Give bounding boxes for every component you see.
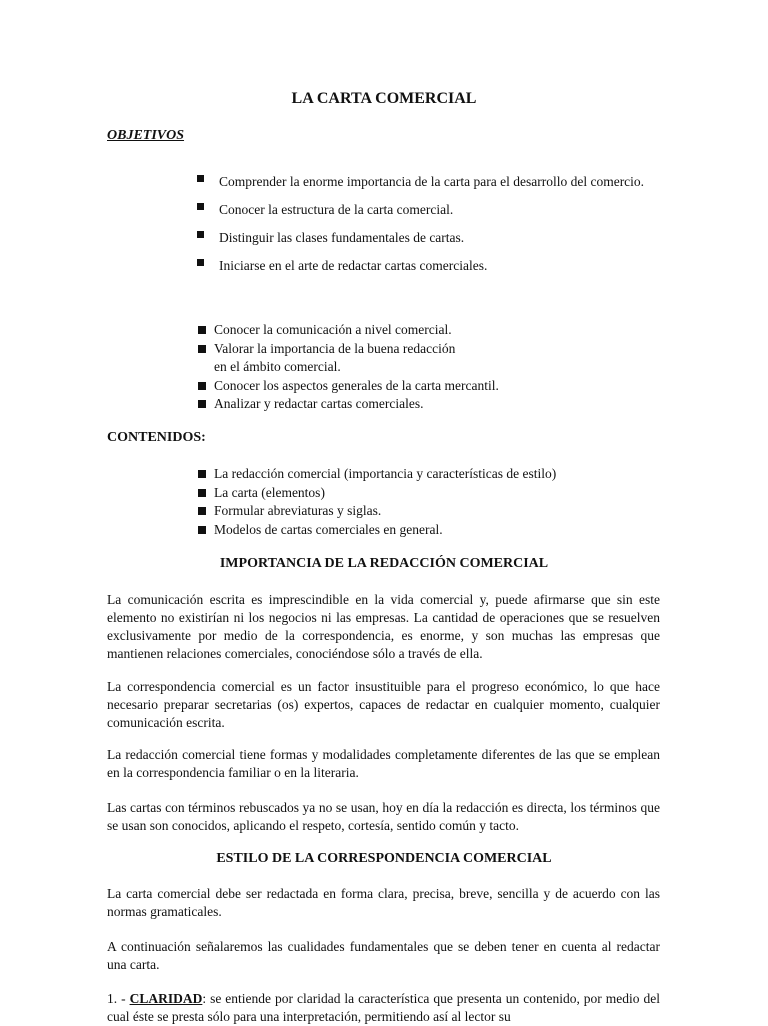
list-item	[198, 502, 658, 521]
section-title-estilo: ESTILO DE LA CORRESPONDENCIA COMERCIAL	[216, 851, 552, 866]
bullet-square-icon	[198, 470, 206, 478]
bullet-square-icon	[198, 382, 206, 390]
list-item	[196, 256, 646, 275]
list-item	[198, 395, 658, 414]
paragraph: La carta comercial debe ser redactada en forma clara, precisa, breve, sencilla y de acuerdo con las normas gramaticales.	[107, 886, 660, 919]
list-item-text: Distinguir las clases fundamentales de cartas.	[219, 230, 465, 245]
list-item	[196, 200, 646, 219]
list-item-text: Conocer la comunicación a nivel comercial.	[214, 322, 452, 337]
list-item-text: La carta (elementos)	[214, 484, 325, 500]
bullet-square-icon	[198, 400, 206, 408]
claridad-text: : se entiende por claridad la característica que presenta un contenido, por medio del cual éste se presta sólo para una interpretación, permitiendo así al lector su	[107, 991, 660, 1024]
list-item	[198, 377, 658, 396]
bullet-square-icon	[197, 203, 204, 210]
list-item	[196, 172, 646, 191]
list-item-text: Formular abreviaturas y siglas.	[214, 503, 382, 518]
list-item-text: Iniciarse en el arte de redactar cartas comerciales.	[219, 258, 488, 273]
paragraph: La redacción comercial tiene formas y modalidades completamente diferentes de las que se emplean en la correspondencia familiar o en la literaria.	[107, 747, 660, 780]
bullet-square-icon	[197, 175, 204, 182]
list-item-text: La redacción comercial (importancia y características de estilo)	[214, 466, 557, 481]
list-item-text: Modelos de cartas comerciales en general.	[214, 521, 443, 537]
bullet-square-icon	[198, 345, 206, 353]
bullet-square-icon	[198, 489, 206, 497]
claridad-label: CLARIDAD	[129, 991, 203, 1006]
list-item-text: Valorar la importancia de la buena redacción	[214, 340, 456, 356]
bullet-square-icon	[197, 259, 204, 266]
claridad-paragraph	[107, 990, 660, 1026]
list-item	[198, 465, 658, 484]
paragraph: A continuación señalaremos las cualidades fundamentales que se deben tener en cuenta al redactar una carta.	[107, 939, 660, 972]
list-item-text: Analizar y redactar cartas comerciales.	[214, 396, 424, 411]
contenidos-list	[198, 465, 658, 539]
paragraph: Las cartas con términos rebuscados ya no se usan, hoy en día la redacción es directa, los términos que se usan son conocidos, aplicando el respeto, cortesía, sentido común y tacto.	[107, 800, 660, 833]
list-item	[198, 484, 658, 503]
paragraph: La correspondencia comercial es un factor insustituible para el progreso económico, lo que hace necesario preparar secretarias (os) expertos, capaces de redactar en cualquier momento, cualquier comunicación escrita.	[107, 679, 660, 730]
list-item	[198, 321, 658, 340]
objetivos-heading: OBJETIVOS	[107, 128, 185, 143]
claridad-number: 1. -	[107, 991, 130, 1006]
section-title-importancia: IMPORTANCIA DE LA REDACCIÓN COMERCIAL	[219, 556, 549, 571]
paragraph: La comunicación escrita es imprescindible en la vida comercial y, puede afirmarse que sin este elemento no existirían ni los negocios ni las empresas. La cantidad de operaciones que se resuelven exclusivamente por medio de la correspondencia, es enorme, y son muchas las empresas que mantienen relaciones comerciales, conociéndose sólo a través de ella.	[107, 592, 660, 661]
list-item	[196, 228, 646, 247]
bullet-square-icon	[198, 526, 206, 534]
page-title: LA CARTA COMERCIAL	[291, 90, 477, 107]
objetivos-extra-list	[198, 321, 658, 414]
list-item	[198, 340, 658, 377]
contenidos-heading: CONTENIDOS:	[107, 430, 206, 445]
list-item-text: Conocer los aspectos generales de la carta mercantil.	[214, 377, 499, 393]
bullet-square-icon	[198, 326, 206, 334]
list-item	[198, 521, 658, 540]
list-item-text: Conocer la estructura de la carta comercial.	[219, 202, 454, 217]
bullet-square-icon	[197, 231, 204, 238]
list-item-text-continued: en el ámbito comercial.	[214, 359, 341, 374]
list-item-text: Comprender la enorme importancia de la carta para el desarrollo del comercio.	[219, 174, 645, 189]
objetivos-main-list	[196, 172, 646, 284]
bullet-square-icon	[198, 507, 206, 515]
